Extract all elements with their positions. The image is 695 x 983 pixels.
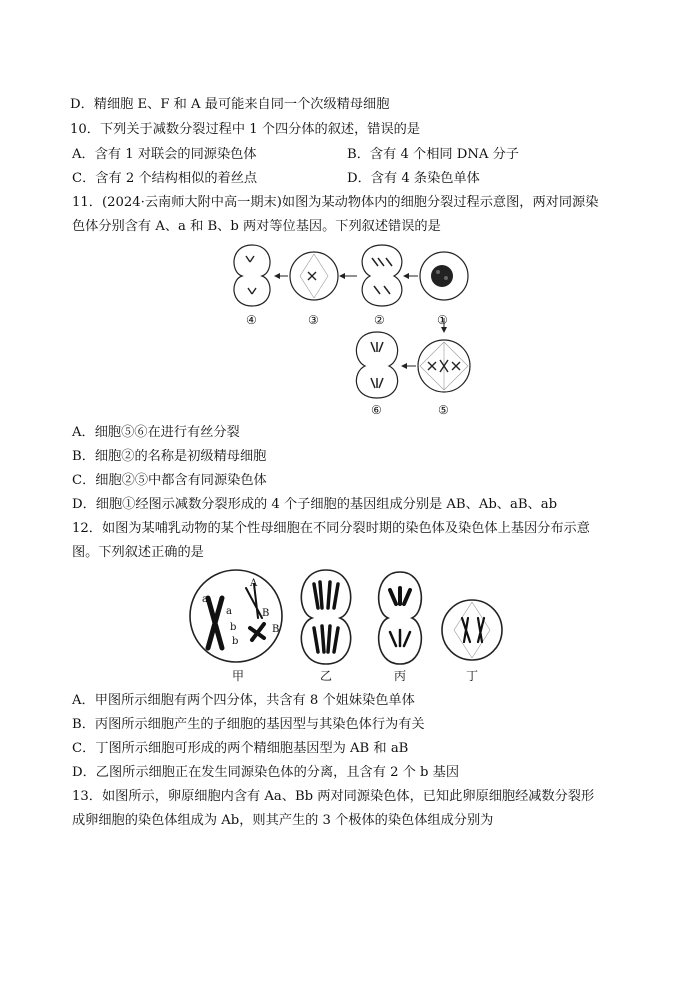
q11-option-c: C．细胞②⑤中都含有同源染色体: [72, 473, 267, 488]
label-cell-6: ⑥: [371, 403, 382, 417]
cell-2: [362, 245, 402, 306]
label-ding: 丁: [466, 669, 479, 683]
gene-A: A: [250, 578, 258, 589]
q12-option-c: C．丁图所示细胞可形成的两个精细胞基因型为 AB 和 aB: [72, 741, 409, 756]
label-bing: 丙: [394, 669, 407, 683]
q11-option-d: D．细胞①经图示减数分裂形成的 4 个子细胞的基因组成分别是 AB、Ab、aB、ab: [72, 497, 558, 512]
cell-5: [418, 340, 470, 392]
q9-option-d: D．精细胞 E、F 和 A 最可能来自同一个次级精母细胞: [70, 97, 390, 112]
q10-option-c: C．含有 2 个结构相似的着丝点: [72, 171, 258, 186]
figure-cell-division-process: [222, 240, 482, 420]
q10-option-a: A．含有 1 对联会的同源染色体: [72, 147, 257, 162]
cell-1: [420, 252, 468, 300]
cell-jia: [190, 570, 282, 662]
q10-option-d: D．含有 4 条染色单体: [347, 171, 480, 186]
cell-3: [290, 252, 338, 300]
gene-b-1: b: [230, 622, 237, 633]
cell-6: [356, 332, 397, 398]
gene-a-2: a: [226, 606, 232, 617]
label-cell-3: ③: [308, 313, 319, 327]
figure-meiosis-stages: [188, 568, 518, 686]
q12-option-a: A．甲图所示细胞有两个四分体，共含有 8 个姐妹染色单体: [72, 693, 415, 708]
label-cell-5: ⑤: [438, 403, 449, 417]
q13-stem-line2: 成卵细胞的染色体组成为 Ab，则其产生的 3 个极体的染色体组成分别为: [72, 813, 494, 828]
label-cell-1: ①: [437, 313, 448, 327]
cell-yi: [301, 570, 350, 664]
gene-a-1: a: [202, 594, 208, 605]
q11-stem-line2: 色体分别含有 A、a 和 B、b 两对等位基因。下列叙述错误的是: [72, 219, 441, 234]
q12-option-b: B．丙图所示细胞产生的子细胞的基因型与其染色体行为有关: [72, 717, 425, 732]
q11-stem-line1: 11．(2024·云南师大附中高一期末)如图为某动物体内的细胞分裂过程示意图，两对同源染: [72, 195, 599, 210]
q10-stem: 10．下列关于减数分裂过程中 1 个四分体的叙述，错误的是: [70, 122, 421, 137]
q10-option-b: B．含有 4 个相同 DNA 分子: [347, 147, 519, 162]
q11-option-a: A．细胞⑤⑥在进行有丝分裂: [72, 425, 240, 440]
label-cell-4: ④: [246, 313, 257, 327]
q12-stem-line2: 图。下列叙述正确的是: [72, 545, 204, 560]
q12-option-d: D．乙图所示细胞正在发生同源染色体的分离，且含有 2 个 b 基因: [72, 765, 460, 780]
gene-B-1: B: [262, 608, 270, 619]
label-yi: 乙: [320, 669, 333, 683]
cell-ding: [442, 600, 502, 660]
label-cell-2: ②: [374, 313, 385, 327]
q13-stem-line1: 13．如图所示，卵原细胞内含有 Aa、Bb 两对同源染色体，已知此卵原细胞经减数分裂形: [72, 789, 595, 804]
label-jia: 甲: [232, 669, 245, 683]
q11-option-b: B．细胞②的名称是初级精母细胞: [72, 449, 267, 464]
cell-bing: [379, 572, 422, 664]
gene-B-2: B: [272, 624, 280, 635]
q12-stem-line1: 12．如图为某哺乳动物的某个性母细胞在不同分裂时期的染色体及染色体上基因分布示意: [72, 521, 590, 536]
cell-4: [234, 245, 270, 306]
gene-b-2: b: [232, 636, 239, 647]
